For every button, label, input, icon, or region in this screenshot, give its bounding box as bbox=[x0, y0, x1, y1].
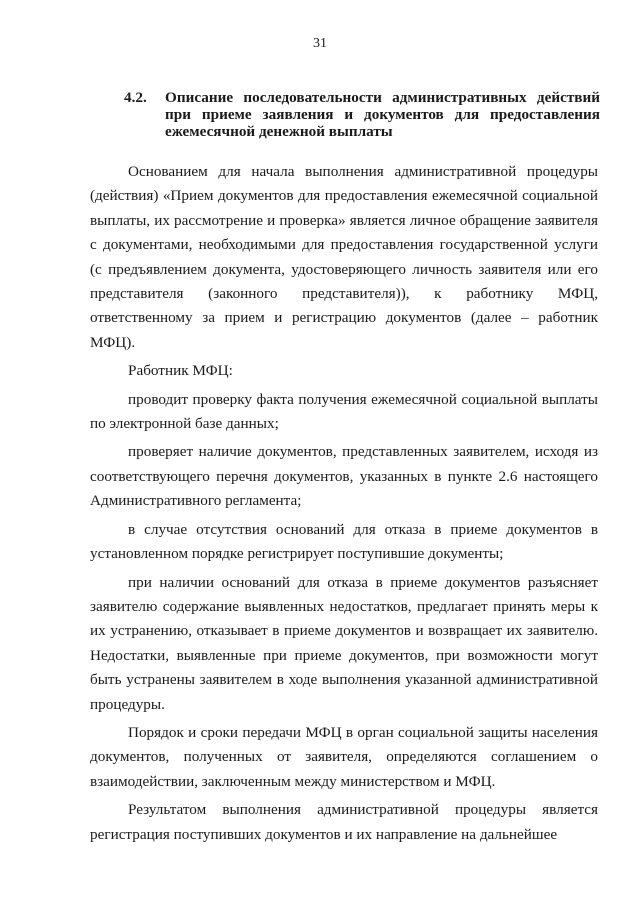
paragraph-worker-intro: Работник МФЦ: bbox=[128, 362, 233, 380]
section-number: 4.2. bbox=[124, 89, 147, 106]
section-heading bbox=[124, 89, 600, 140]
paragraph-result: Результатом выполнения административной процедуры является регистрация поступивших документов и их направление на дальнейшее bbox=[90, 801, 598, 843]
paragraph-basis: Основанием для начала выполнения административной процедуры (действия) «Прием документов для предоставления ежемесячной социальной выплаты, их рассмотрение и проверка» является личное обращение заявителя с документами, необходимыми для предоставления государственной услуги (с предъявлением документа, удостоверяющего личность заявителя или его представителя (законного представителя)), к работнику МФЦ, ответственному за прием и регистрацию документов (далее – работник МФЦ). bbox=[90, 163, 598, 351]
section-title: Описание последовательности административных действий при приеме заявления и документов для предоставления ежемесячной денежной выплаты bbox=[165, 89, 600, 140]
paragraph-check-documents: проверяет наличие документов, представленных заявителем, исходя из соответствующего перечня документов, указанных в пункте 2.6 настоящего Административного регламента; bbox=[90, 443, 598, 510]
document-body bbox=[90, 160, 598, 847]
paragraph-register-documents: в случае отсутствия оснований для отказа в приеме документов в установленном порядке регистрирует поступившие документы; bbox=[90, 520, 598, 563]
paragraph-transfer-procedure: Порядок и сроки передачи МФЦ в орган социальной защиты населения документов, полученных от заявителя, определяются соглашением о взаимодействии, заключенным между министерством и МФЦ. bbox=[90, 723, 598, 790]
paragraph-check-database: проводит проверку факта получения ежемесячной социальной выплаты по электронной базе данных; bbox=[90, 390, 598, 433]
page-number: 31 bbox=[313, 36, 327, 51]
paragraph-refusal-grounds: при наличии оснований для отказа в приеме документов разъясняет заявителю содержание выявленных недостатков, предлагает принять меры к их устранению, отказывает в приеме документов и возвращает их заявителю. Недостатки, выявленные при приеме документов, при возможности могут быть устранены заявителем в ходе выполнения указанной административной процедуры. bbox=[90, 573, 598, 713]
